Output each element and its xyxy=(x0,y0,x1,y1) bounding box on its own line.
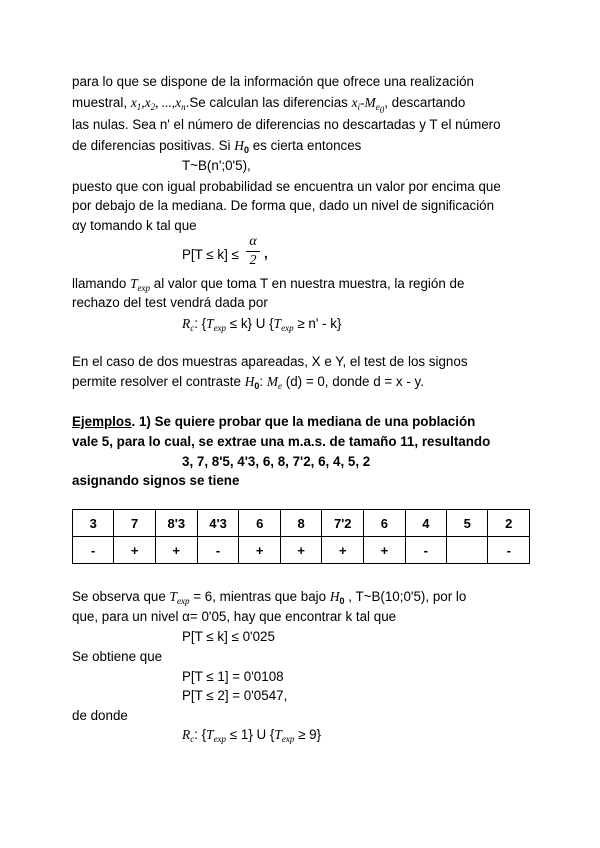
text-line xyxy=(72,373,424,395)
table-cell: - xyxy=(405,537,446,564)
text-line: T~B(n';0'5), xyxy=(182,158,251,173)
text-line: En el caso de dos muestras apareadas, X e Y, el test de los signos xyxy=(72,354,468,369)
math-var: T xyxy=(130,276,138,291)
fraction-bar xyxy=(246,251,260,252)
text-span: = 6, mientras que bajo xyxy=(193,589,327,604)
text-line: Se obtiene que xyxy=(72,649,163,664)
math-sub: e xyxy=(278,381,282,391)
math-var: H xyxy=(329,589,340,604)
text-line: asignando signos se tiene xyxy=(72,473,240,488)
math-var: T xyxy=(206,316,214,331)
table-cell: + xyxy=(364,537,405,564)
math-var: H xyxy=(234,138,244,153)
math-var: , ...,x xyxy=(155,95,182,110)
table-cell: 7'2 xyxy=(322,510,364,537)
text-line: de donde xyxy=(72,708,128,723)
fraction xyxy=(246,234,260,269)
math-sub: exp xyxy=(281,323,294,333)
table-cell: 2 xyxy=(488,510,530,537)
math-sub: exp xyxy=(281,734,295,744)
text-span: , T~B(10;0'5), por lo xyxy=(348,589,467,604)
table-cell: + xyxy=(114,537,155,564)
text-span: muestral, xyxy=(72,95,128,110)
table-cell: 4'3 xyxy=(197,510,239,537)
math-sub: 1 xyxy=(136,102,142,112)
table-row xyxy=(73,537,530,564)
text-span: Se observa que xyxy=(72,589,166,604)
table-cell: 4 xyxy=(405,510,446,537)
text-span: ≥ 9} xyxy=(298,727,322,742)
math-var: T xyxy=(273,316,282,331)
text-line: , xyxy=(264,246,268,261)
text-line: αy tomando k tal que xyxy=(72,218,197,233)
text-span: : { xyxy=(194,727,207,742)
math-sub: 0 xyxy=(254,381,260,391)
text-line: rechazo del test vendrá dada por xyxy=(72,295,268,310)
math-sub: exp xyxy=(177,596,190,606)
math-var: M xyxy=(266,374,278,389)
text-span: (d) = 0, donde d = x - y. xyxy=(285,374,424,389)
math-sub: n xyxy=(181,102,186,112)
table-cell: - xyxy=(197,537,239,564)
math-var: T xyxy=(274,727,282,742)
text-span: es cierta entonces xyxy=(252,138,362,153)
text-line: por debajo de la mediana. De forma que, dado un nivel de significación xyxy=(72,198,495,213)
math-var: ,x xyxy=(141,95,151,110)
math-sub xyxy=(375,102,385,115)
text-line: que, para un nivel α= 0'05, hay que encontrar k tal que xyxy=(72,609,397,624)
table-cell: 7 xyxy=(114,510,155,537)
text-line: para lo que se dispone de la información que ofrece una realización xyxy=(72,74,474,89)
text-line xyxy=(182,315,341,337)
text-line: P[T ≤ k] ≤ xyxy=(182,247,239,262)
math-sub: 0 xyxy=(243,145,249,155)
math-sub: exp xyxy=(137,283,151,293)
text-line: P[T ≤ k] ≤ 0'025 xyxy=(182,629,275,644)
math-sub: i xyxy=(357,102,361,112)
math-sub: 0 xyxy=(379,105,385,115)
text-line: las nulas. Sea n' el número de diferencias no descartadas y T el número xyxy=(72,117,501,132)
math-var: x xyxy=(351,95,358,110)
table-cell: - xyxy=(73,537,114,564)
math-sub: c xyxy=(190,323,195,333)
table-cell: 8'3 xyxy=(155,510,197,537)
table-cell xyxy=(447,537,488,564)
math-sub: c xyxy=(190,734,195,744)
text-span: : xyxy=(259,374,264,389)
text-line xyxy=(72,588,466,610)
table-cell: - xyxy=(488,537,530,564)
text-span: : { xyxy=(194,316,207,331)
math-var: R xyxy=(182,316,191,331)
fraction-denominator: 2 xyxy=(249,253,257,268)
table-cell: + xyxy=(322,537,364,564)
table-cell: + xyxy=(155,537,197,564)
text-span: ≥ n' - k} xyxy=(297,316,342,331)
table-cell: 5 xyxy=(447,510,488,537)
table-cell: + xyxy=(280,537,321,564)
math-var: H xyxy=(244,374,255,389)
text-span: , descartando xyxy=(384,95,466,110)
math-var: T xyxy=(206,727,214,742)
math-sub: e xyxy=(375,102,380,112)
math-var: R xyxy=(182,727,191,742)
text-span: . 1) Se quiere probar que la mediana de una población xyxy=(131,414,476,429)
math-var: T xyxy=(169,589,177,604)
math-sub: exp xyxy=(213,734,227,744)
text-span: llamando xyxy=(72,276,127,291)
text-span: .Se calculan las diferencias xyxy=(185,95,348,110)
math-var: -M xyxy=(360,95,376,110)
table-cell: + xyxy=(239,537,280,564)
signs-table xyxy=(72,509,530,564)
text-span: ≤ k} U { xyxy=(229,316,274,331)
table-row xyxy=(73,510,530,537)
text-line: puesto que con igual probabilidad se encuentra un valor por encima que xyxy=(72,179,501,194)
math-var: x xyxy=(130,95,137,110)
table-cell: 6 xyxy=(239,510,280,537)
text-line xyxy=(182,726,321,748)
math-sub: 0 xyxy=(339,596,345,606)
text-line: P[T ≤ 1] = 0'0108 xyxy=(182,669,284,684)
text-line: vale 5, para lo cual, se extrae una m.a.s. de tamaño 11, resultando xyxy=(72,434,491,449)
text-line xyxy=(72,413,475,430)
text-line: P[T ≤ 2] = 0'0547, xyxy=(182,688,288,703)
text-span: de diferencias positivas. Si xyxy=(72,138,231,153)
math-sub: 2 xyxy=(150,102,156,112)
example-heading: Ejemplos xyxy=(72,414,132,429)
table-cell: 6 xyxy=(364,510,405,537)
text-line: 3, 7, 8'5, 4'3, 6, 8, 7'2, 6, 4, 5, 2 xyxy=(182,454,371,469)
text-span: permite resolver el contraste xyxy=(72,374,241,389)
table-cell: 8 xyxy=(280,510,321,537)
math-sub: exp xyxy=(213,323,227,333)
text-span: al valor que toma T en nuestra muestra, la región de xyxy=(153,276,465,291)
fraction-numerator: α xyxy=(249,234,257,249)
text-span: ≤ 1} U { xyxy=(229,727,275,742)
text-line xyxy=(72,137,361,159)
table-cell: 3 xyxy=(73,510,114,537)
